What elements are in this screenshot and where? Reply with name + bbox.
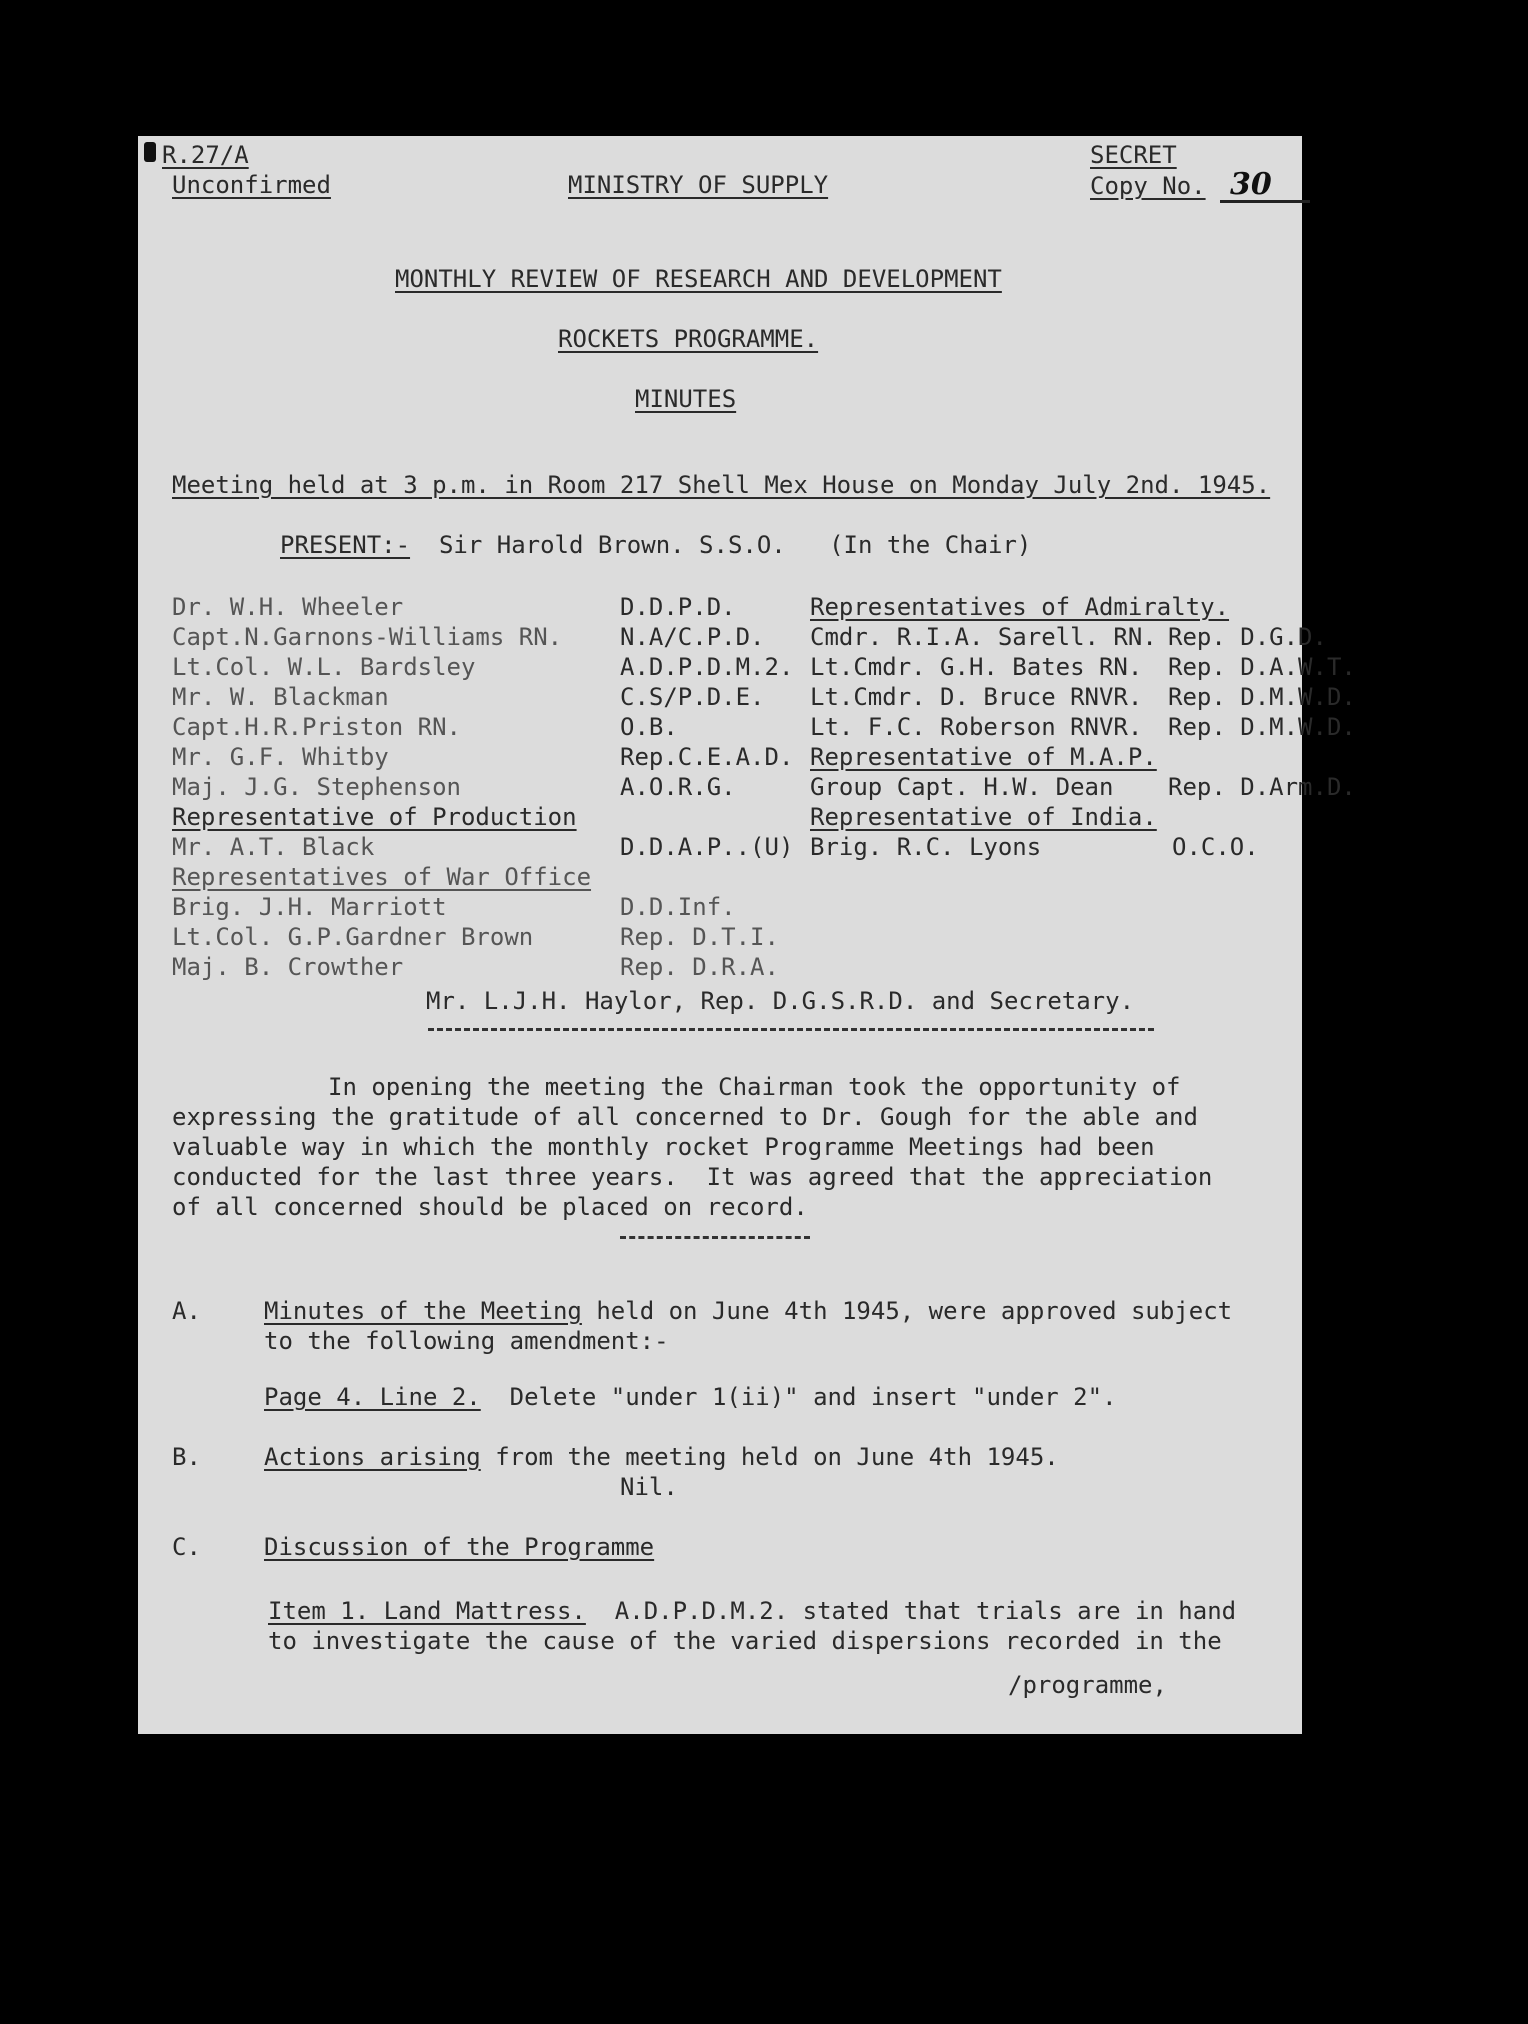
document-page: [138, 136, 1356, 1734]
secretary-line: Mr. L.J.H. Haylor, Rep. D.G.S.R.D. and Secretary.: [426, 987, 1135, 1015]
attendee-name: Maj. J.G. Stephenson: [172, 773, 461, 801]
copy-number: 30: [1220, 170, 1310, 203]
opening-line: In opening the meeting the Chairman took the opportunity of: [328, 1073, 1181, 1101]
production-role: D.D.A.P..(U): [620, 833, 794, 861]
attendee-role: N.A/C.P.D.: [620, 623, 765, 651]
admiralty-member-role: Rep. D.M.W.D.: [1168, 683, 1356, 711]
ministry-heading: MINISTRY OF SUPPLY: [568, 171, 829, 199]
attendee-role: A.D.P.D.M.2.: [620, 653, 794, 681]
map-member-role: Rep. D.Arm.D.: [1168, 773, 1356, 801]
status-unconfirmed: Unconfirmed: [172, 171, 331, 199]
attendee-role: C.S/P.D.E.: [620, 683, 765, 711]
item-a-text: held on June 4th 1945, were approved subject: [581, 1297, 1233, 1325]
item-a-line: [264, 1296, 1232, 1326]
india-member-role: O.C.O.: [1172, 833, 1259, 861]
copy-label: Copy No.: [1090, 172, 1206, 200]
chairman-name: Sir Harold Brown. S.S.O.: [438, 531, 786, 559]
item-b-nil: Nil.: [620, 1473, 678, 1501]
india-member-name: Brig. R.C. Lyons: [810, 833, 1042, 861]
continued-marker: /programme,: [1008, 1671, 1167, 1699]
attendee-role: A.O.R.G.: [620, 773, 736, 801]
chair-note: (In the Chair): [829, 531, 1032, 559]
admiralty-member-name: Cmdr. R.I.A. Sarell. RN.: [810, 623, 1157, 651]
opening-line: valuable way in which the monthly rocket Programme Meetings had been: [172, 1133, 1155, 1161]
admiralty-member-name: Lt.Cmdr. D. Bruce RNVR.: [810, 683, 1143, 711]
production-heading: Representative of Production: [172, 803, 577, 831]
item-letter: A.: [172, 1297, 201, 1325]
item-letter: C.: [172, 1533, 201, 1561]
attendee-role: Rep.C.E.A.D.: [620, 743, 794, 771]
item1-line: [268, 1596, 1236, 1626]
admiralty-member-role: Rep. D.G.D.: [1168, 623, 1327, 651]
item1-line2: to investigate the cause of the varied dispersions recorded in the: [268, 1627, 1222, 1655]
item-a-lead: Minutes of the Meeting: [264, 1297, 582, 1325]
amendment-lead: Page 4. Line 2.: [264, 1383, 481, 1411]
title-minutes: MINUTES: [635, 385, 737, 413]
production-name: Mr. A.T. Black: [172, 833, 375, 861]
india-heading: Representative of India.: [810, 803, 1157, 831]
classification-secret: SECRET: [1090, 141, 1177, 169]
war-office-member-role: Rep. D.T.I.: [620, 923, 779, 951]
admiralty-heading: Representatives of Admiralty.: [810, 593, 1230, 621]
item-a-line2: to the following amendment:-: [264, 1327, 669, 1355]
item-c-heading: Discussion of the Programme: [264, 1533, 655, 1561]
war-office-member-role: D.D.Inf.: [620, 893, 736, 921]
war-office-member-role: Rep. D.R.A.: [620, 953, 779, 981]
opening-line: conducted for the last three years. It was agreed that the appreciation: [172, 1163, 1213, 1191]
admiralty-member-role: Rep. D.A.W.T.: [1168, 653, 1356, 681]
attendee-name: Capt.H.R.Priston RN.: [172, 713, 461, 741]
copy-number-line: [1090, 167, 1310, 203]
admiralty-member-name: Lt.Cmdr. G.H. Bates RN.: [810, 653, 1143, 681]
meeting-details: Meeting held at 3 p.m. in Room 217 Shell Mex House on Monday July 2nd. 1945.: [172, 471, 1271, 499]
amendment-text: Delete "under 1(ii)" and insert "under 2".: [480, 1383, 1117, 1411]
attendee-role: O.B.: [620, 713, 678, 741]
reference-number: R.27/A: [162, 141, 249, 169]
divider: [620, 1236, 810, 1239]
war-office-member-name: Brig. J.H. Marriott: [172, 893, 447, 921]
attendee-name: Lt.Col. W.L. Bardsley: [172, 653, 476, 681]
map-heading: Representative of M.A.P.: [810, 743, 1157, 771]
map-member-name: Group Capt. H.W. Dean: [810, 773, 1114, 801]
divider: [428, 1028, 1154, 1031]
item-letter: B.: [172, 1443, 201, 1471]
attendee-name: Mr. G.F. Whitby: [172, 743, 389, 771]
attendee-name: Mr. W. Blackman: [172, 683, 389, 711]
opening-line: of all concerned should be placed on record.: [172, 1193, 808, 1221]
item-b-text: from the meeting held on June 4th 1945.: [480, 1443, 1059, 1471]
attendee-name: Dr. W.H. Wheeler: [172, 593, 404, 621]
item-b-lead: Actions arising: [264, 1443, 481, 1471]
item1-lead: Item 1. Land Mattress.: [268, 1597, 586, 1625]
war-office-member-name: Lt.Col. G.P.Gardner Brown: [172, 923, 534, 951]
present-label: PRESENT:-: [280, 531, 411, 559]
admiralty-member-name: Lt. F.C. Roberson RNVR.: [810, 713, 1143, 741]
opening-line: expressing the gratitude of all concerned to Dr. Gough for the able and: [172, 1103, 1198, 1131]
item-b-line: [264, 1442, 1059, 1472]
item1-text: A.D.P.D.M.2. stated that trials are in hand: [585, 1597, 1237, 1625]
amendment-line: [264, 1382, 1117, 1412]
admiralty-member-role: Rep. D.M.W.D.: [1168, 713, 1356, 741]
present-line: [280, 530, 1031, 560]
title-programme: ROCKETS PROGRAMME.: [558, 325, 819, 353]
attendee-name: Capt.N.Garnons-Williams RN.: [172, 623, 563, 651]
attendee-role: D.D.P.D.: [620, 593, 736, 621]
ink-mark-icon: [144, 142, 156, 162]
title-review: MONTHLY REVIEW OF RESEARCH AND DEVELOPMENT: [395, 265, 1002, 293]
war-office-member-name: Maj. B. Crowther: [172, 953, 404, 981]
war-office-heading: Representatives of War Office: [172, 863, 592, 891]
